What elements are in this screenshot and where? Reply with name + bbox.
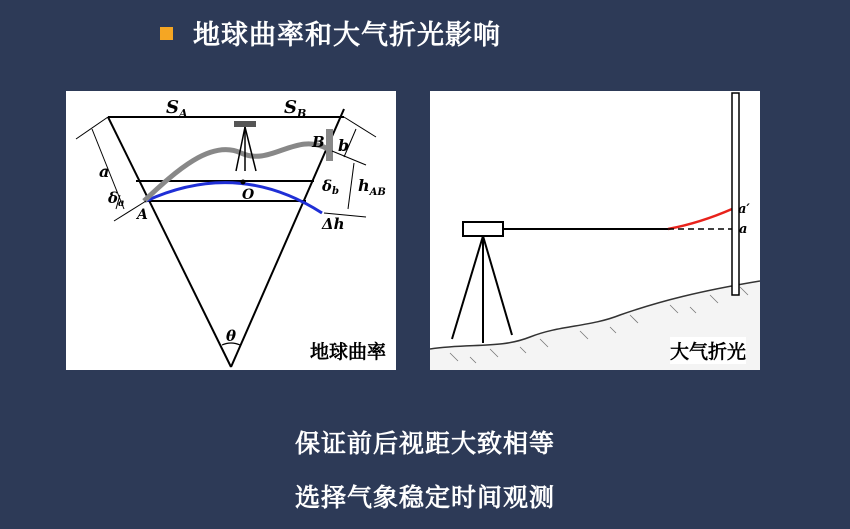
- svg-text:a: a: [99, 162, 110, 181]
- level-surface-curve: [146, 183, 322, 213]
- svg-text:a: a: [739, 222, 748, 237]
- svg-text:hAB: $h_{AB}$: [358, 176, 386, 198]
- radius-line-left: [108, 117, 231, 367]
- svg-text:Δh: Δh: [322, 215, 345, 233]
- refracted-line: [668, 209, 732, 229]
- svg-text:SB: $S_B$: [284, 97, 307, 120]
- note-equal-sight-distance: 保证前后视距大致相等: [294, 429, 555, 458]
- dim-hab: [348, 163, 354, 209]
- title-bar: [160, 12, 501, 52]
- svg-text:B: B: [312, 133, 325, 151]
- earth-curvature-figure: [66, 91, 396, 370]
- svg-text:δb: $\delta_b$: [322, 177, 340, 197]
- point-o: [241, 180, 246, 185]
- slide-title: 地球曲率和大气折光影响: [193, 19, 501, 51]
- earth-curvature-diagram: [66, 91, 396, 370]
- staff-b: [326, 129, 333, 161]
- bullet-icon: [160, 27, 173, 40]
- svg-text:θ: θ: [226, 327, 237, 345]
- svg-text:δa: $\delta_a$: [108, 189, 125, 209]
- atmospheric-refraction-diagram: [430, 91, 760, 370]
- atmospheric-refraction-figure: [430, 91, 760, 370]
- caption-atmospheric-refraction: 大气折光: [670, 337, 746, 364]
- leveling-staff: [732, 93, 739, 295]
- instrument-head: [234, 121, 256, 127]
- level-instrument: [463, 222, 503, 236]
- note-stable-weather: 选择气象稳定时间观测: [294, 483, 555, 512]
- svg-text:b: b: [338, 136, 350, 155]
- svg-text:O: O: [242, 187, 255, 203]
- svg-text:A: A: [137, 207, 148, 223]
- svg-text:a′: a′: [738, 202, 750, 217]
- svg-text:SA: $S_A$: [166, 97, 188, 120]
- caption-earth-curvature: 地球曲率: [310, 337, 386, 364]
